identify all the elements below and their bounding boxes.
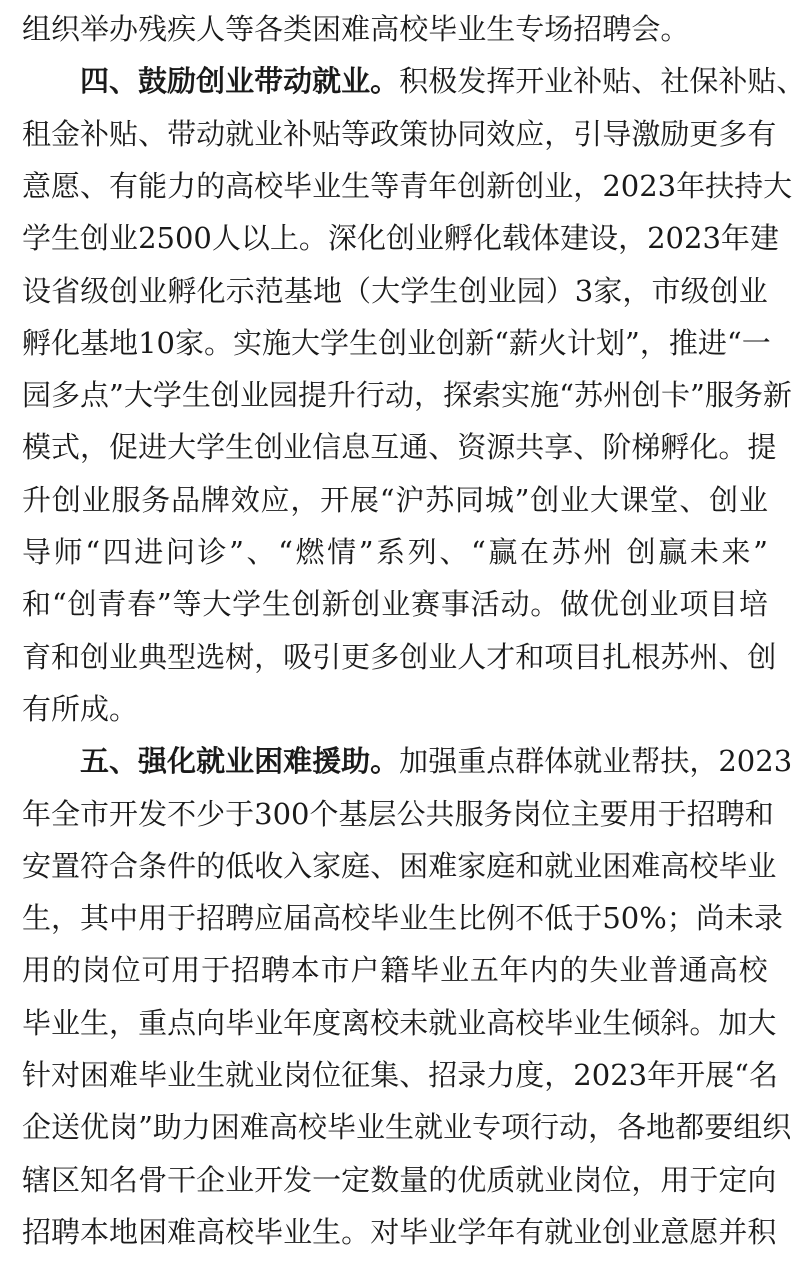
text-line: 育 和 创 业 典 型 选 树 ， 吸 引 更 多 创 业 人 才 和 项 目 扎 根 苏 州 、 创 <box>22 639 777 674</box>
text-line: 企 送 优 岗 ” 助 力 困 难 高 校 毕 业 生 就 业 专 项 行 动 ， 各 地 都 要 组 织 <box>22 1110 792 1145</box>
text-line: 意 愿 、 有 能 力 的 高 校 毕 业 生 等 青 年 创 新 创 业 ， 2023 年 扶 持 大 <box>22 168 793 203</box>
text-line: 四 、 鼓 励 创 业 带 动 就 业 。 积 极 发 挥 开 业 补 贴 、 社 保 补 贴 、 <box>80 64 805 99</box>
text-line: 设 省 级 创 业 孵 化 示 范 基 地 （ 大 学 生 创 业 园 ） 3 家 ， 市 级 创 业 <box>22 273 768 308</box>
text-line: 升 创 业 服 务 品 牌 效 应 ， 开 展 “ 沪 苏 同 城 ” 创 业 大 课 堂 、 创 业 <box>22 482 768 517</box>
text-line: 毕 业 生 ， 重 点 向 毕 业 年 度 离 校 未 就 业 高 校 毕 业 生 倾 斜 。 加 大 <box>22 1005 777 1040</box>
text-line: 和 “ 创 青 春 ” 等 大 学 生 创 新 创 业 赛 事 活 动 。 做 优 创 业 项 目 培 <box>22 587 768 622</box>
text-line: 学 生 创 业 2500 人 以 上 。 深 化 创 业 孵 化 载 体 建 设 ， 2023 年 建 <box>22 221 779 256</box>
text-line: 孵 化 基 地 10 家 。 实 施 大 学 生 创 业 创 新 “ 薪 火 计 划 ” ， 推 进 “ 一 <box>22 325 771 360</box>
text-line: 生 ， 其 中 用 于 招 聘 应 届 高 校 毕 业 生 比 例 不 低 于 50% ； 尚 未 录 <box>22 901 783 936</box>
text-line: 租 金 补 贴 、 带 动 就 业 补 贴 等 政 策 协 同 效 应 ， 引 导 激 励 更 多 有 <box>22 116 777 151</box>
text-line: 园 多 点 ” 大 学 生 创 业 园 提 升 行 动 ， 探 索 实 施 “ 苏 州 创 卡 ” 服 务 新 <box>22 378 792 413</box>
text-line: 招 聘 本 地 困 难 高 校 毕 业 生 。 对 毕 业 学 年 有 就 业 创 业 意 愿 并 积 <box>22 1214 777 1249</box>
text-line: 辖 区 知 名 骨 干 企 业 开 发 一 定 数 量 的 优 质 就 业 岗 位 ， 用 于 定 向 <box>22 1162 777 1197</box>
text-line: 有 所 成 。 <box>22 691 139 726</box>
text-line: 针 对 困 难 毕 业 生 就 业 岗 位 征 集 、 招 录 力 度 ， 2023 年 开 展 “ 名 <box>22 1058 778 1092</box>
text-line: 用 的 岗 位 可 用 于 招 聘 本 市 户 籍 毕 业 五 年 内 的 失 业 普 通 高 校 <box>22 953 768 988</box>
text-line: 导 师 “ 四 进 问 诊 ” 、 “ 燃 情 ” 系 列 、 “ 赢 在 苏 州 创 赢 未 来 ” <box>22 535 768 569</box>
text-line: 五 、 强 化 就 业 困 难 援 助 。 加 强 重 点 群 体 就 业 帮 扶 ， 2023 <box>80 744 793 779</box>
text-line: 组 织 举 办 残 疾 人 等 各 类 困 难 高 校 毕 业 生 专 场 招 聘 会 。 <box>22 12 690 46</box>
text-line: 模 式 ， 促 进 大 学 生 创 业 信 息 互 通 、 资 源 共 享 、 阶 梯 孵 化 。 提 <box>22 430 777 465</box>
text-line: 年 全 市 开 发 不 少 于 300 个 基 层 公 共 服 务 岗 位 主 要 用 于 招 聘 和 <box>22 796 774 831</box>
text-line: 安 置 符 合 条 件 的 低 收 入 家 庭 、 困 难 家 庭 和 就 业 困 难 高 校 毕 业 <box>22 848 777 883</box>
